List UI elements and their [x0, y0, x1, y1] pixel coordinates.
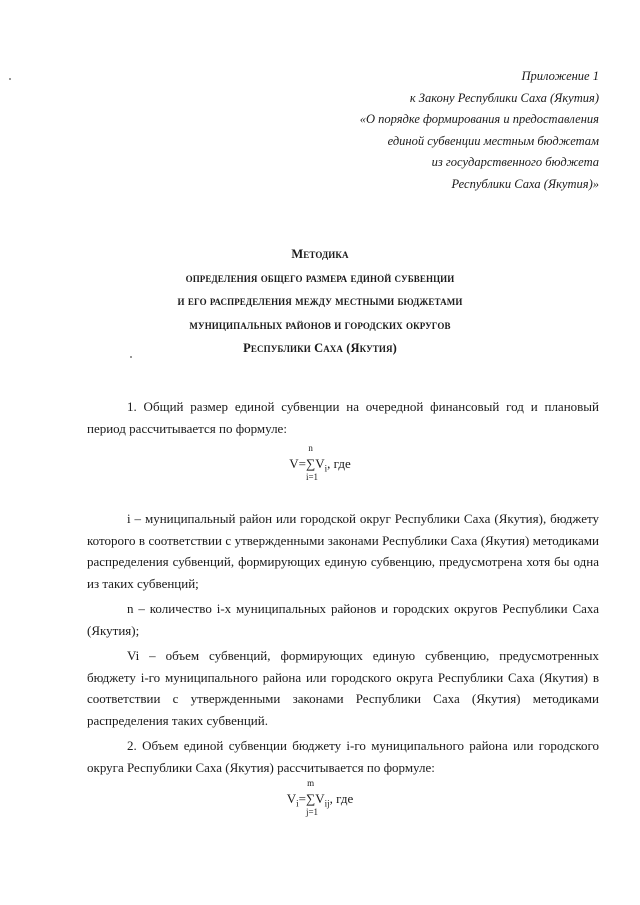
title-line: Республики Саха (Якутия) — [243, 341, 397, 355]
definition-n: n – количество i-х муниципальных районов и городских округов Республики Саха (Якутия); — [87, 601, 599, 638]
formula-expression — [286, 778, 354, 817]
formula-term: V — [315, 791, 325, 806]
formula-lhs: V= — [289, 456, 306, 471]
annex-header — [360, 66, 599, 195]
definition-vi: Vi – объем субвенций, формирующих единую субвенцию, предусмотренных бюджету i-го муниципального района или городского округа Республики Саха (Якутия) в соответствии с утвержденными законами Республики Саха (Якутия) методиками распределения таких субвенций. — [87, 648, 599, 728]
formula-1 — [0, 444, 640, 488]
sum-lower-limit: i=1 — [305, 472, 319, 482]
annex-line: к Закону Республики Саха (Якутия) — [409, 90, 599, 105]
sum-operator — [305, 778, 319, 817]
annex-line: из государственного бюджета — [431, 155, 599, 169]
definitions-1 — [87, 508, 599, 782]
section-1 — [87, 396, 599, 443]
formula-expression — [289, 443, 351, 482]
formula-suffix: , где — [329, 791, 354, 806]
sum-operator — [305, 443, 319, 482]
sum-upper-limit: m — [307, 778, 315, 788]
title-line: и его распределения между местными бюджетами — [177, 294, 463, 308]
formula-lhs: V — [286, 791, 297, 806]
sum-upper-limit: n — [308, 443, 313, 453]
formula-subscript: ij — [324, 798, 330, 809]
scan-speck — [9, 78, 11, 80]
sum-lower-limit: j=1 — [305, 807, 319, 817]
formula-equals: = — [298, 791, 306, 806]
annex-line: Приложение 1 — [521, 69, 599, 83]
document-title — [0, 243, 640, 361]
formula-lhs-subscript: i — [296, 798, 299, 809]
section-2-paragraph: 2. Объем единой субвенции бюджету i-го муниципального района или городского округа Республики Саха (Якутия) рассчитывается по формуле: — [87, 738, 599, 775]
sum-symbol: ∑ — [305, 791, 316, 806]
formula-subscript: i — [324, 463, 328, 474]
annex-line: Республики Саха (Якутия)» — [451, 176, 599, 191]
title-line: Методика — [291, 247, 349, 261]
definition-i: i – муниципальный район или городской округ Республики Саха (Якутия), бюджету которого в соответствии с утвержденными законами Республики Саха (Якутия) методиками распределения субвенций, формирующих единую субвенцию, предусмотрена хотя бы одна из таких субвенций; — [87, 511, 599, 591]
annex-line: «О порядке формирования и предоставления — [359, 112, 599, 126]
paragraph: 1. Общий размер единой субвенции на очередной финансовый год и плановый период рассчитывается по формуле: — [87, 399, 599, 436]
annex-line: единой субвенции местным бюджетам — [387, 133, 599, 148]
title-line: муниципальных районов и городских округов — [189, 317, 451, 332]
formula-suffix: , где — [327, 456, 351, 471]
formula-term: V — [315, 456, 325, 471]
sum-symbol: ∑ — [305, 456, 316, 471]
title-line: определения общего размера единой субвенции — [185, 270, 455, 285]
formula-2 — [0, 779, 640, 823]
